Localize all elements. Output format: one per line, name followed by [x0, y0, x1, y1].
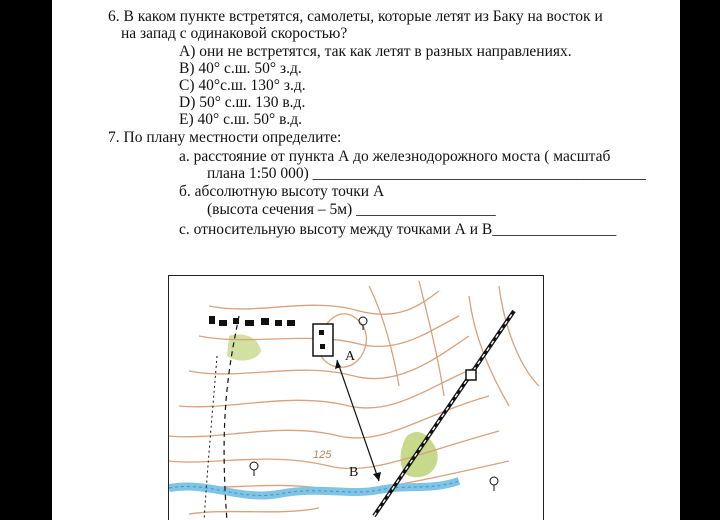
river — [169, 481, 459, 496]
village-buildings — [209, 316, 295, 326]
contour-value-label: 125 — [313, 449, 332, 461]
q7-a-line2: плана 1:50 000) ___________________________________________ — [207, 165, 646, 182]
building-icon — [320, 344, 325, 349]
q6-option-d: D) 50° с.ш. 130 в.д. — [179, 94, 306, 111]
vegetation-patch — [227, 334, 261, 360]
topographic-map-svg — [169, 276, 544, 520]
q6-text-line1: 6. В каком пункте встретятся, самолеты, которые летят из Баку на восток и — [108, 8, 603, 25]
point-a-label: A — [345, 349, 356, 364]
q6-option-e: E) 40° с.ш. 50° в.д. — [179, 111, 303, 128]
q6-text-line2: на запад с одинаковой скоростью? — [121, 25, 348, 42]
topographic-map — [168, 275, 544, 520]
q6-option-c: C) 40°с.ш. 130° з.д. — [179, 77, 306, 94]
q7-title: 7. По плану местности определите: — [108, 129, 342, 146]
q7-b-line2: (высота сечения – 5м) __________________ — [207, 201, 496, 218]
q6-option-b: B) 40° с.ш. 50° з.д. — [179, 60, 302, 77]
q7-a-line1: а. расстояние от пункта А до железнодорожного моста ( масштаб — [179, 148, 611, 165]
q7-c-line1: с. относительную высоту между точками А и В________________ — [179, 221, 617, 238]
q6-option-a: A) они не встретятся, так как летят в разных направлениях. — [179, 43, 572, 60]
building-enclosure — [313, 324, 333, 356]
arrowhead-b-icon — [373, 472, 381, 481]
q7-b-line1: б. абсолютную высоту точки А — [179, 183, 385, 200]
worksheet-page — [52, 0, 680, 520]
railway-station-icon — [466, 370, 476, 380]
point-b-label: B — [349, 465, 359, 480]
building-icon — [319, 330, 324, 335]
path — [204, 356, 217, 520]
